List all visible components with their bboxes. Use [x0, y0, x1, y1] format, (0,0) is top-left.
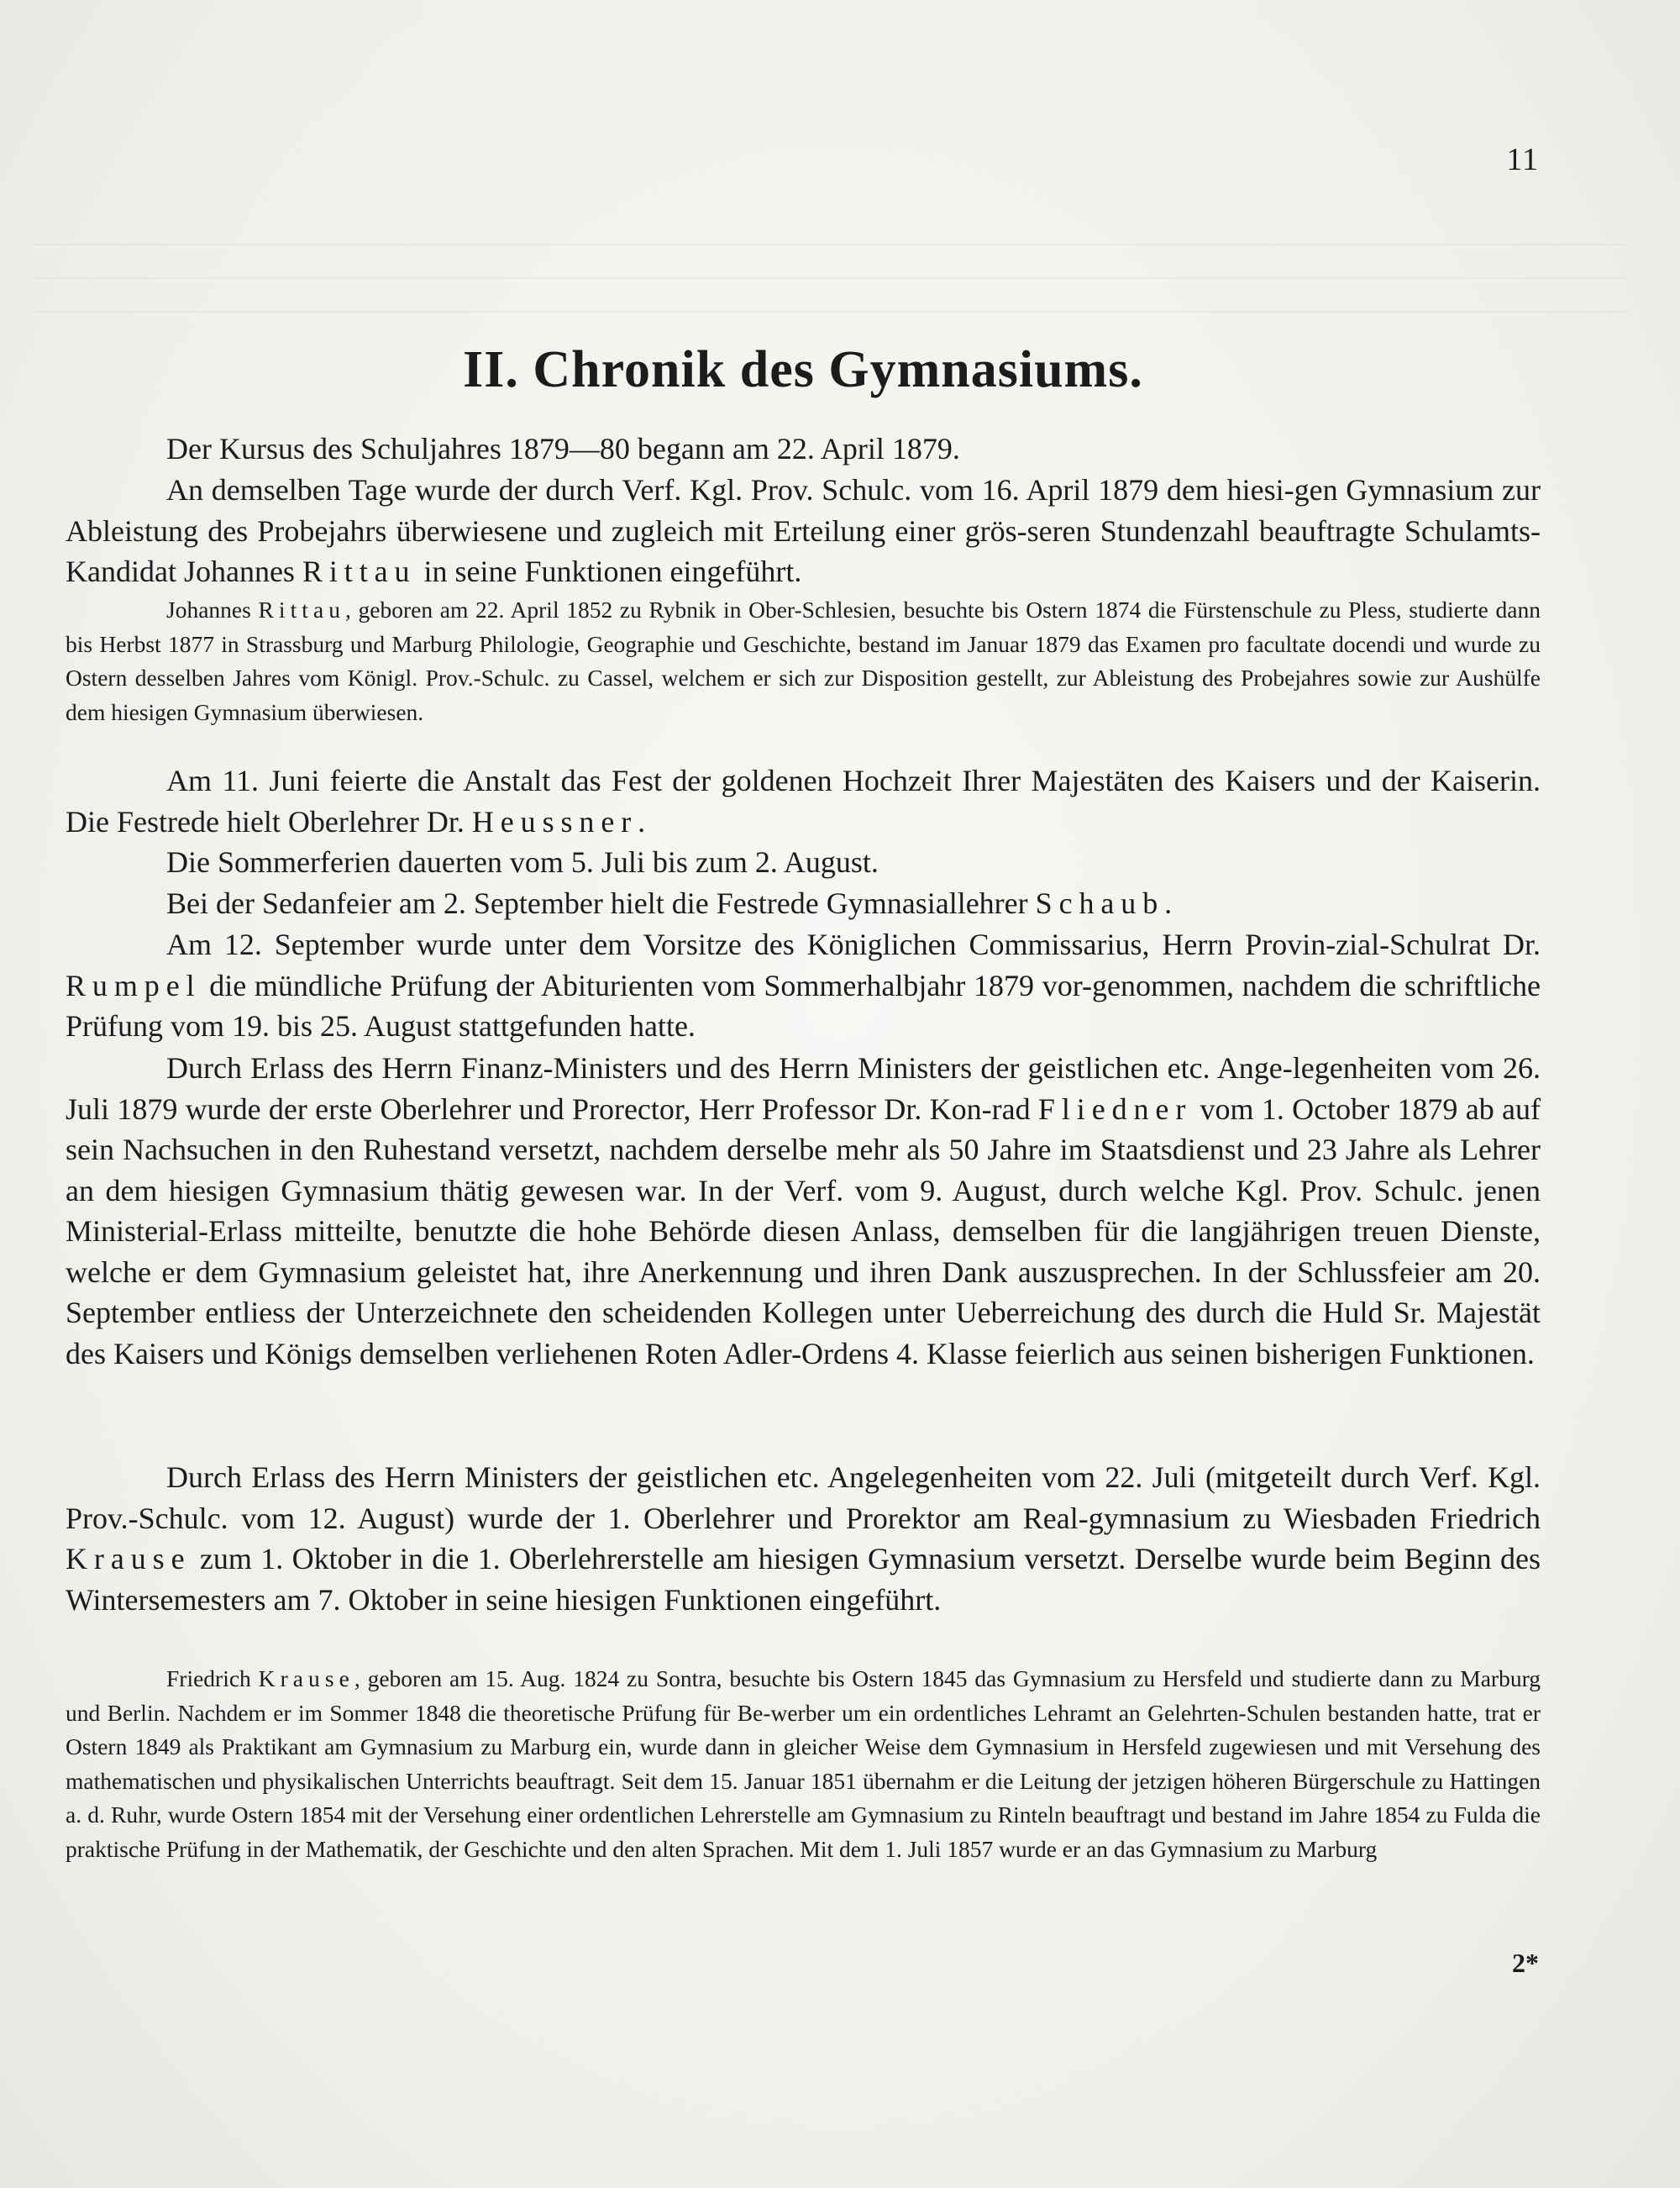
- person-name: Krause: [66, 1542, 192, 1575]
- section-heading: II. Chronik des Gymnasiums.: [463, 341, 1143, 398]
- paragraph-summer-holidays: Die Sommerferien dauerten vom 5. Juli bis zum 2. August.: [166, 845, 879, 879]
- person-name: Schaub: [1035, 886, 1165, 920]
- text-segment: Am 11. Juni feierte die Anstalt das Fest der goldenen Hochzeit Ihrer Majestäten des Kaisers und der Kaiserin. Die Festrede hielt Oberlehrer Dr.: [66, 764, 1541, 839]
- page-number: 11: [1506, 142, 1539, 177]
- text-segment: An demselben Tage wurde der durch Verf. Kgl. Prov. Schulc. vom 16. April 1879 dem hiesi-gen Gymnasium zur Ableistung des Probejahrs überwiesene und zugleich mit Erteilung einer grös-seren Stundenzahl beauftragte Schulamts-Kandidat Johannes: [66, 473, 1541, 588]
- paragraph-golden-wedding: [66, 760, 1541, 842]
- footnote-rittau-biography: [66, 593, 1541, 729]
- text-segment: Johannes: [166, 597, 259, 623]
- text-segment: .: [638, 804, 646, 839]
- signature-mark: 2*: [1512, 1948, 1539, 1978]
- text-segment: Friedrich: [166, 1665, 259, 1691]
- text-segment: Durch Erlass des Herrn Ministers der geistlichen etc. Angelegenheiten vom 22. Juli (mitgeteilt durch Verf. Kgl. Prov.-Schulc. vom 12. August) wurde der 1. Oberlehrer und Prorektor am Real-gymnasium zu Wiesbaden Friedrich: [66, 1460, 1541, 1535]
- text-segment: Bei der Sedanfeier am 2. September hielt die Festrede Gymnasiallehrer: [166, 886, 1036, 920]
- paragraph-term-start: Der Kursus des Schuljahres 1879—80 begann am 22. April 1879.: [166, 432, 960, 465]
- text-segment: , geboren am 15. Aug. 1824 zu Sontra, besuchte bis Ostern 1845 das Gymnasium zu Hersfeld und studierte dann zu Marburg und Berlin. Nachdem er im Sommer 1848 die theoretische Prüfung für Be-werber um ein ordentliches Lehramt an Gelehrten-Schulen bestanden hatte, trat er Ostern 1849 als Praktikant am Gymnasium zu Marburg ein, wurde dann in gleicher Weise dem Gymnasium in Hersfeld zugewiesen und mit Versehung des mathematischen und physikalischen Unterrichts beauftragt. Seit dem 15. Januar 1851 übernahm er die Leitung der jetzigen höheren Bürgerschule zu Hattingen a. d. Ruhr, wurde Ostern 1854 mit der Versehung einer ordentlichen Lehrerstelle am Gymnasium zu Rinteln beauftragt und bestand im Jahre 1854 zu Fulda die praktische Prüfung in der Mathematik, der Geschichte und den alten Sprachen. Mit dem 1. Juli 1857 wurde er an das Gymnasium zu Marburg: [66, 1665, 1541, 1862]
- text-segment: in seine Funktionen eingeführt.: [416, 555, 802, 588]
- bleed-through-line: [34, 244, 1630, 245]
- paragraph-fliedner-retirement: [66, 1048, 1541, 1374]
- text-segment: die mündliche Prüfung der Abiturienten vom Sommerhalbjahr 1879 vor-genommen, nachdem die schriftliche Prüfung vom 19. bis 25. August stattgefunden hatte.: [66, 968, 1541, 1043]
- text-segment: , geboren am 22. April 1852 zu Rybnik in Ober-Schlesien, besuchte bis Ostern 1874 die Fürstenschule zu Pless, studierte dann bis Herbst 1877 in Strassburg und Marburg Philologie, Geographie und Geschichte, bestand im Januar 1879 das Examen pro facultate docendi und wurde zu Ostern desselben Jahres vom Königl. Prov.-Schulc. zu Cassel, welchem er sich zur Disposition gestellt, zur Ableistung des Probejahres sowie zur Aushülfe dem hiesigen Gymnasium überwiesen.: [66, 597, 1541, 725]
- person-name: Rittau: [258, 597, 346, 623]
- person-name: Fliedner: [1037, 1091, 1193, 1126]
- person-name: Rittau: [302, 555, 417, 588]
- text-segment: zum 1. Oktober in die 1. Oberlehrerstelle am hiesigen Gymnasium versetzt. Derselbe wurde beim Beginn des Wintersemesters am 7. Oktober in seine hiesigen Funktionen eingeführt.: [66, 1542, 1541, 1617]
- footnote-krause-biography: [66, 1662, 1541, 1866]
- paragraph-oral-examination: [66, 924, 1541, 1047]
- paragraph-krause-transfer: [66, 1457, 1541, 1620]
- bleed-through-line: [34, 277, 1630, 279]
- person-name: Krause: [258, 1665, 354, 1691]
- text-segment: Durch Erlass des Herrn Finanz-Ministers und des Herrn Ministers der geistlichen etc. Ange-legenheiten vom 26. Juli 1879 wurde der erste Oberlehrer und Prorector, Herr Professor Dr. Kon-rad: [66, 1051, 1541, 1126]
- paragraph-sedan-celebration: [66, 883, 1541, 924]
- person-name: Rumpel: [66, 968, 202, 1002]
- bleed-through-line: [34, 311, 1630, 313]
- person-name: Heussner: [471, 804, 638, 839]
- text-segment: Am 12. September wurde unter dem Vorsitze des Königlichen Commissarius, Herrn Provin-zial-Schulrat Dr.: [166, 928, 1541, 961]
- paragraph-rittau-appointment: [66, 470, 1541, 592]
- text-segment: .: [1164, 886, 1173, 920]
- text-segment: vom 1. October 1879 ab auf sein Nachsuchen in den Ruhestand versetzt, nachdem derselbe mehr als 50 Jahre im Staatsdienst und 23 Jahre als Lehrer an dem hiesigen Gymnasium thätig gewesen war. In der Verf. vom 9. August, durch welche Kgl. Prov. Schulc. jenen Ministerial-Erlass mitteilte, benutzte die hohe Behörde diesen Anlass, demselben für die langjährigen treuen Dienste, welche er dem Gymnasium geleistet hat, ihre Anerkennung und ihren Dank auszusprechen. In der Schlussfeier am 20. September entliess der Unterzeichnete den scheidenden Kollegen unter Ueberreichung des durch die Huld Sr. Majestät des Kaisers und Königs demselben verliehenen Roten Adler-Ordens 4. Klasse feierlich aus seinen bisherigen Funktionen.: [66, 1091, 1541, 1370]
